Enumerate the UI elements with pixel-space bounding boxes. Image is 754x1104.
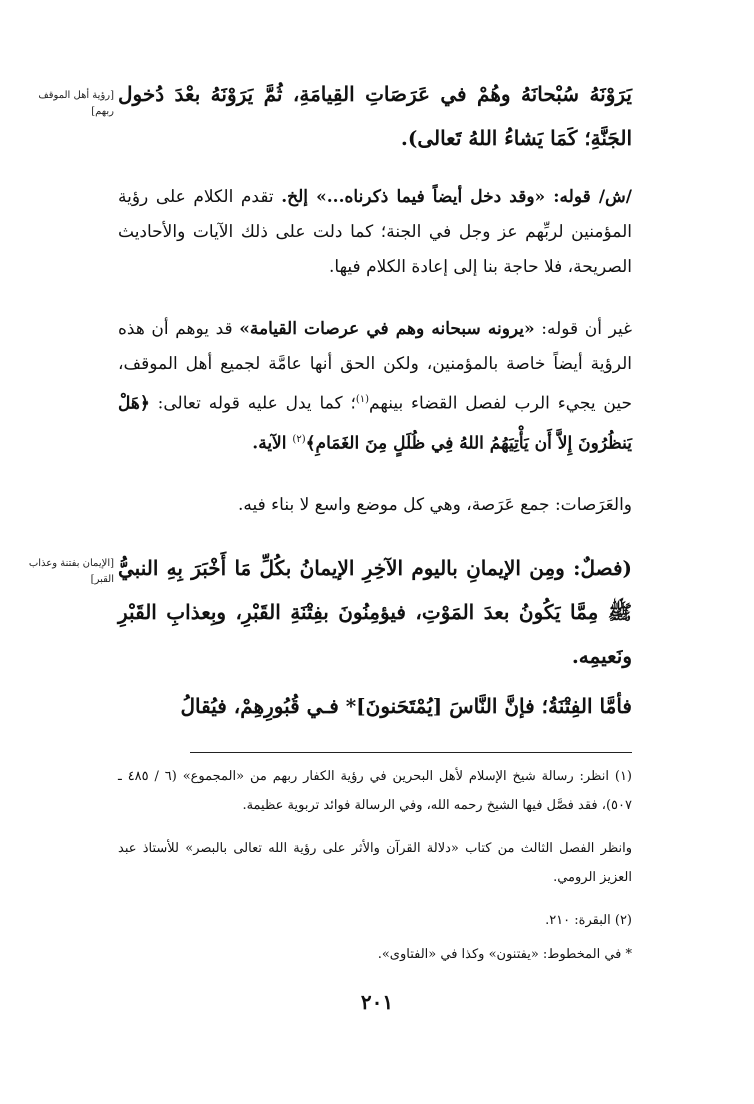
footnote-star: * في المخطوط: «يفتنون» وكذا في «الفتاوى». (377, 947, 632, 962)
quran-verse: ﴿هَلْ يَنظُرُونَ إِلاَّ أَن يَأْتِيَهُمُ اللهُ فِي ظُلَلٍ مِنَ الغَمَامِ﴾ (118, 393, 632, 454)
footnote-separator (190, 752, 632, 753)
footnote-1-continued: وانظر الفصل الثالث من كتاب «دلالة القرآن والأثر على رؤية الله تعالى بالبصر» للأستاذ عبد العزيز الرومي. (118, 841, 632, 885)
footnote-1: (١) انظر: رسالة شيخ الإسلام لأهل البحرين في رؤية الكفار ربهم من «المجموع» (٦ / ٤٨٥ ـ ٥٠٧)، فقد فصَّل فيها الشيخ رحمه الله، وفي الرسالة فوائد تربوية عظيمة. (118, 769, 632, 813)
sharh-1-quote: «وقد دخل أيضاً فيما ذكرناه...» إلخ. (281, 187, 546, 207)
margin-note-grave: [الإيمان بفتنة وعذاب القبر] (28, 558, 114, 585)
sharh-2-text-2: ؛ كما يدل عليه قوله تعالى: (149, 393, 356, 414)
matn-paragraph-3: فأمَّا الفِتْنَةُ؛ فإنَّ النَّاسَ [يُمْتَحَنونَ]* فـي قُبُورِهِمْ، فيُقالُ (180, 694, 632, 718)
page-number: ٢٠١ (360, 990, 394, 1014)
sharh-paragraph-2 (118, 312, 632, 461)
margin-note-vision: [رؤية أهل الموقف ربهم] (38, 90, 114, 117)
footnote-ref-2: (٢) (292, 433, 306, 445)
sharh-paragraph-1 (118, 180, 632, 285)
sharh-1-prefix: /ش/ قوله: (545, 187, 633, 207)
sharh-2-quote: «يرونه سبحانه وهم في عرصات القيامة» (239, 319, 535, 339)
footnote-2: (٢) البقرة: ٢١٠. (545, 913, 632, 928)
sharh-1-text: تقدم الكلام على رؤية المؤمنين لربِّهم عز وجل في الجنة؛ كما دلت على ذلك الآيات والأحاديث الصريحة، فلا حاجة بنا إلى إعادة الكلام فيها. (118, 187, 632, 277)
sharh-2-text: قد يوهم أن هذه الرؤية أيضاً خاصة بالمؤمنين، ولكن الحق أنها عامَّة لجميع أهل الموقف، حين يجيء الرب لفصل القضاء بينهم (118, 319, 632, 414)
sharh-paragraph-3: والعَرَصات: جمع عَرَصة، وهي كل موضع واسع لا بناء فيه. (237, 495, 632, 515)
matn-paragraph-1: يَرَوْنَهُ سُبْحانَهُ وهُمْ في عَرَصَاتِ القِيامَةِ، ثُمَّ يَرَوْنَهُ بعْدَ دُخول الجَنَّةِ؛ كَمَا يَشاءُ اللهُ تَعالى). (118, 82, 632, 150)
footnote-ref-1: (١) (355, 394, 370, 405)
sharh-2-end: الآية. (252, 433, 293, 454)
matn-paragraph-2: (فصلٌ: ومِن الإيمانِ باليوم الآخِرِ الإيمانُ بكُلِّ مَا أَخْبَرَ بِهِ النبيُّ ﷺ مِمَّا يَكُونُ بعدَ المَوْتِ، فيؤمِنُونَ بفِتْنَةِ القَبْرِ، وبِعذابِ القَبْرِ ونَعيمِه. (118, 556, 632, 668)
sharh-2-prefix: غير أن قوله: (534, 319, 632, 339)
